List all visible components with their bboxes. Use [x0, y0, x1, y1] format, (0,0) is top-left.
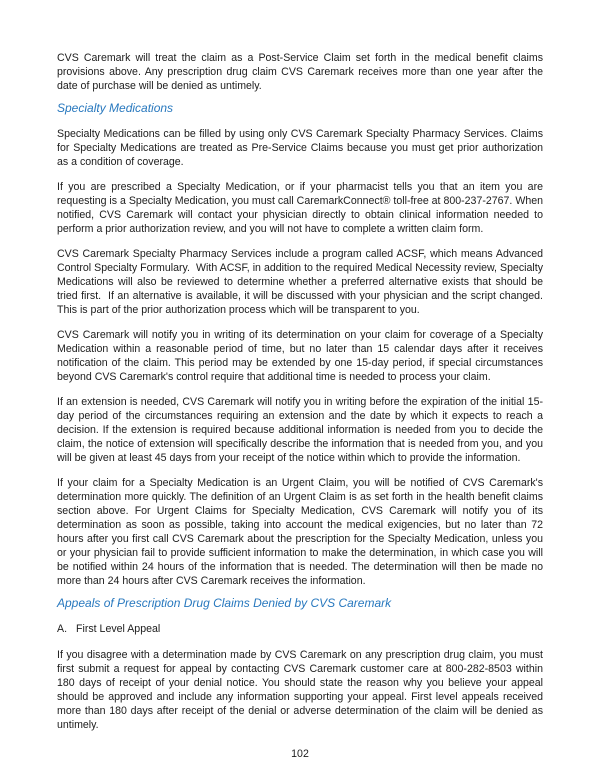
paragraph-specialty-5: If an extension is needed, CVS Caremark will notify you in writing before the expiration of the initial 15-day period of the circumstances requiring an extension and the date by which it expects to reach a decision. If the extension is required because additional information is needed from you to decide the claim, the notice of extension will specifically describe the information that is needed from you, and you will be given at least 45 days from your receipt of the notice within which to provide the information. [57, 396, 543, 464]
heading-specialty-medications: Specialty Medications [57, 101, 174, 115]
paragraph-specialty-3: CVS Caremark Specialty Pharmacy Services include a program called ACSF, which means Advanced Control Specialty Formulary. With ACSF, in addition to the required Medical Necessity review, Specialty Medications will also be reviewed to determine whether a preferred alternative exists that should be tried first. If an alternative is available, it will be discussed with your physician and the script changed. This is part of the prior authorization process which will be transparent to you. [57, 248, 543, 316]
paragraph-intro: CVS Caremark will treat the claim as a Post-Service Claim set forth in the medical benefit claims provisions above. Any prescription drug claim CVS Caremark receives more than one year after the date of purchase will be denied as untimely. [57, 52, 543, 92]
appeal-level-title: First Level Appeal [76, 623, 161, 635]
appeal-level-label: A. [57, 623, 68, 635]
heading-appeals: Appeals of Prescription Drug Claims Denied by CVS Caremark [57, 596, 392, 610]
paragraph-specialty-4: CVS Caremark will notify you in writing of its determination on your claim for coverage of a Specialty Medication within a reasonable period of time, but no later than 15 calendar days after it receives notification of the claim. This period may be extended by one 15-day period, if special circumstances beyond CVS Caremark's control require that additional time is needed to process your claim. [57, 329, 543, 383]
paragraph-specialty-2: If you are prescribed a Specialty Medication, or if your pharmacist tells you that an item you are requesting is a Specialty Medication, you must call CaremarkConnect® toll-free at 800-237-2767. When notified, CVS Caremark will contact your physician directly to obtain clinical information needed to perform a prior authorization review, and you will not have to complete a written claim form. [57, 181, 543, 235]
paragraph-specialty-6: If your claim for a Specialty Medication is an Urgent Claim, you will be notified of CVS Caremark's determination more quickly. The definition of an Urgent Claim is as set forth in the health benefit claims section above. For Urgent Claims for Specialty Medication, CVS Caremark will notify you of its determination as soon as possible, taking into account the medical exigencies, but no later than 72 hours after you first call CVS Caremark about the prescription for the Specialty Medication, unless you or your physician fail to provide sufficient information to make the determination, in which case you will be notified within 24 hours of the information that is needed. The determination will then be made no more than 24 hours after CVS Caremark receives the information. [57, 477, 543, 587]
paragraph-specialty-1: Specialty Medications can be filled by using only CVS Caremark Specialty Pharmacy Services. Claims for Specialty Medications are treated as Pre-Service Claims because you must get prior authorization as a condition of coverage. [57, 128, 543, 168]
appeal-level-item [57, 622, 543, 636]
paragraph-appeals-1: If you disagree with a determination made by CVS Caremark on any prescription drug claim, you must first submit a request for appeal by contacting CVS Caremark customer care at 800-282-8503 within 180 days of receipt of your denial notice. You should state the reason why you believe your appeal should be approved and include any information supporting your appeal. First level appeals received more than 180 days after receipt of the denial or adverse determination of the claim will be denied as untimely. [57, 649, 543, 731]
page-number: 102 [291, 748, 309, 760]
